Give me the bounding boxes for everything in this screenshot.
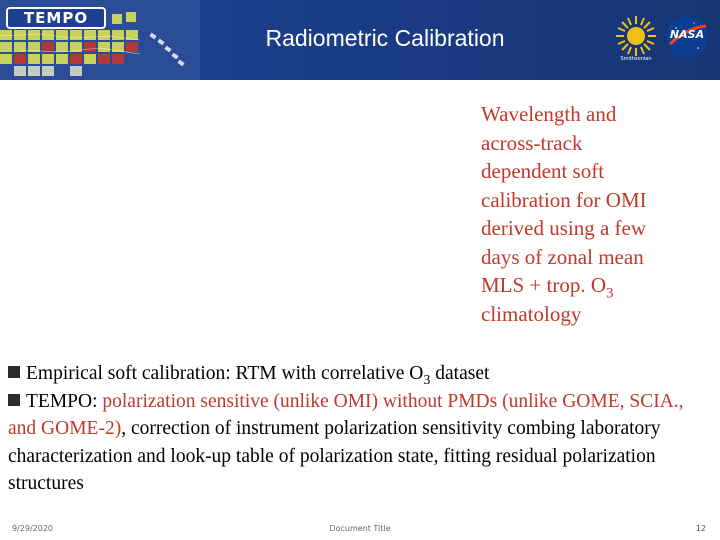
subscript: 3 (423, 371, 431, 388)
bullet-text: Empirical soft calibration: RTM with correlative O (26, 363, 424, 384)
subscript: 3 (606, 285, 614, 302)
bullet-text: dataset (430, 363, 490, 384)
square-bullet-icon (8, 366, 20, 378)
callout-line: climatology (481, 301, 582, 326)
footer-page-number: 12 (695, 524, 706, 533)
nasa-logo (664, 14, 710, 60)
bullet-item-tempo (8, 388, 713, 498)
slide-title: Radiometric Calibration (265, 25, 505, 51)
bullet-text: , correction of instrument polarization sensitivity combing laboratory characterization and look-up table of polarization state, fitting residual polarization structures (8, 418, 661, 494)
bullet-item-soft-calibration (8, 360, 713, 388)
bullet-text: TEMPO: (26, 390, 103, 412)
smithsonian-label: Smithsonian (620, 56, 652, 62)
callout-line: derived using a few (481, 216, 647, 240)
callout-line: Wavelength and (481, 102, 617, 126)
callout-line: days of zonal mean (481, 244, 644, 269)
callout-line: calibration for OMI (481, 187, 647, 212)
square-bullet-icon (8, 394, 20, 406)
footer-document-title: Document Title (329, 524, 391, 533)
callout-line (481, 271, 711, 300)
header-banner (0, 0, 720, 80)
footer-date: 9/29/2020 (12, 524, 54, 533)
callout-line: dependent soft (481, 159, 605, 183)
callout-line: across-track (481, 130, 583, 155)
bullet-highlight: polarization sensitive (unlike OMI) without PMDs (unlike GOME, SCIA., and GOME-2) (8, 390, 684, 439)
calibration-callout (481, 100, 711, 328)
nasa-wordmark: NASA (669, 28, 705, 41)
bullet-list (8, 360, 713, 498)
tempo-logo: TEMPO (6, 7, 106, 29)
callout-text: MLS + trop. O (481, 273, 607, 297)
